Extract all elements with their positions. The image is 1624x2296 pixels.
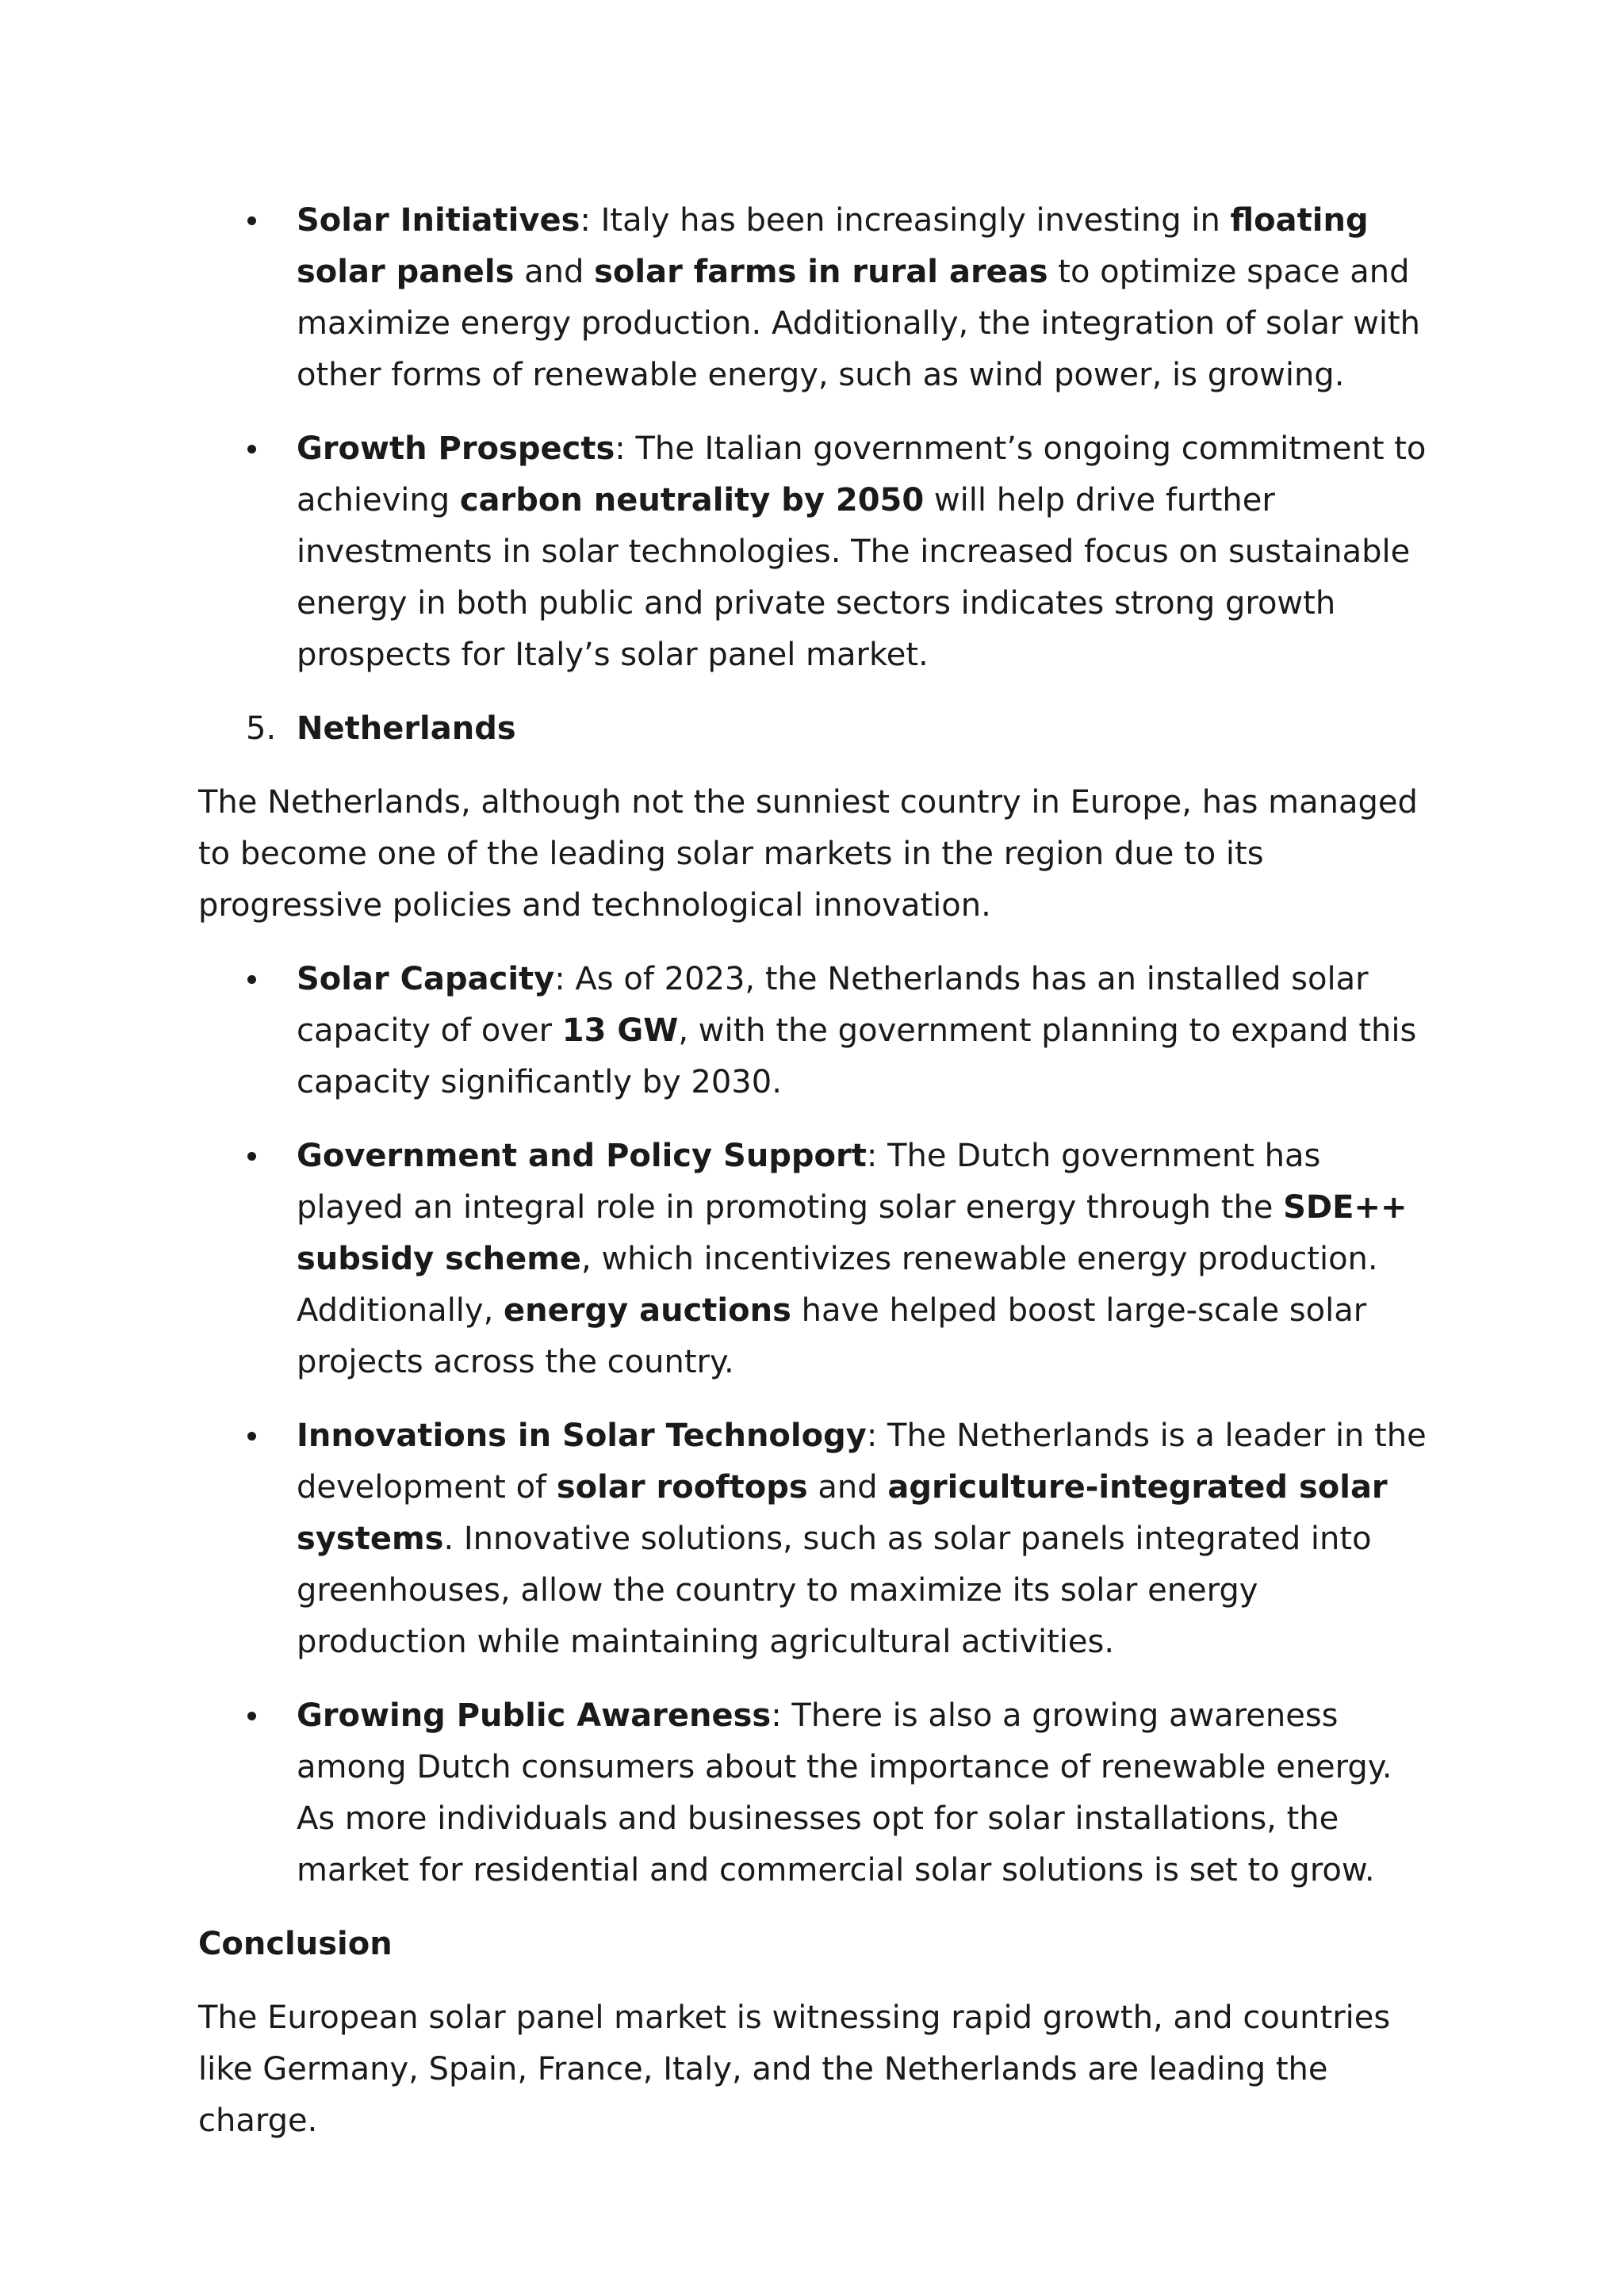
bullet-text: have helped boost large-scale solar projects across the country.	[297, 1292, 1367, 1380]
list-item	[198, 954, 1435, 1108]
bullet-term: Government and Policy Support	[297, 1138, 867, 1174]
bullet-emphasis: solar rooftops	[556, 1469, 808, 1506]
italy-bullet-list	[198, 195, 1435, 681]
bullet-term: Growth Prospects	[297, 430, 615, 467]
conclusion-heading	[198, 1919, 1435, 1970]
bullet-emphasis: carbon neutrality by 2050	[459, 482, 925, 519]
bullet-icon	[247, 975, 256, 984]
bullet-emphasis: agriculture-integrated solar systems	[297, 1469, 1388, 1557]
bullet-icon	[247, 1712, 256, 1720]
bullet-icon	[247, 1152, 256, 1161]
bullet-emphasis: SDE++ subsidy scheme	[297, 1189, 1408, 1277]
bullet-text: : The Italian government’s ongoing commitment to achieving	[297, 430, 1427, 519]
section-number: 5.	[246, 710, 277, 747]
bullet-term: Growing Public Awareness	[297, 1697, 772, 1734]
list-item	[198, 195, 1435, 401]
bullet-text: to optimize space and maximize energy production. Additionally, the integration of solar with other forms of renewable energy, such as wind power, is growing.	[297, 254, 1421, 393]
bullet-text: . Innovative solutions, such as solar panels integrated into greenhouses, allow the country to maximize its solar energy production while maintaining agricultural activities.	[297, 1521, 1372, 1660]
bullet-term: Solar Capacity	[297, 961, 555, 997]
bullet-icon	[247, 445, 256, 453]
conclusion-title: Conclusion	[198, 1926, 393, 1962]
bullet-emphasis: 13 GW	[561, 1012, 679, 1049]
list-item	[198, 423, 1435, 681]
bullet-text: , with the government planning to expand this capacity significantly by 2030.	[297, 1012, 1417, 1100]
bullet-emphasis: floating solar panels	[297, 202, 1369, 290]
list-item	[198, 1410, 1435, 1668]
netherlands-bullet-list	[198, 954, 1435, 1896]
bullet-icon	[247, 1432, 256, 1441]
bullet-text: : The Dutch government has played an integral role in promoting solar energy through the	[297, 1138, 1321, 1226]
bullet-icon	[247, 216, 256, 225]
bullet-text: : Italy has been increasingly investing in	[580, 202, 1231, 239]
bullet-text: : As of 2023, the Netherlands has an installed solar capacity of over	[297, 961, 1369, 1049]
bullet-text: and	[807, 1469, 888, 1506]
netherlands-intro-paragraph: The Netherlands, although not the sunniest country in Europe, has managed to become one of the leading solar markets in the region due to its progressive policies and technological innovation.	[198, 784, 1418, 924]
list-item	[198, 1131, 1435, 1388]
bullet-term: Innovations in Solar Technology	[297, 1418, 867, 1454]
list-item	[198, 1690, 1435, 1896]
bullet-text: , which incentivizes renewable energy production. Additionally,	[297, 1241, 1378, 1329]
bullet-text: : There is also a growing awareness among Dutch consumers about the importance of renewable energy. As more individuals and businesses opt for solar installations, the market for residential and commercial solar solutions is set to grow.	[297, 1697, 1392, 1888]
bullet-emphasis: energy auctions	[504, 1292, 791, 1329]
bullet-text: will help drive further investments in solar technologies. The increased focus on sustainable energy in both public and private sectors indicates strong growth prospects for Italy’s solar panel market.	[297, 482, 1411, 673]
bullet-emphasis: solar farms in rural areas	[594, 254, 1048, 290]
section-title: Netherlands	[297, 710, 516, 747]
document-body	[198, 195, 1435, 2169]
conclusion-paragraph: The European solar panel market is witnessing rapid growth, and countries like Germany, Spain, France, Italy, and the Netherlands are leading the charge.	[198, 1999, 1391, 2139]
section-heading-netherlands	[198, 703, 1435, 755]
bullet-text: and	[514, 254, 595, 290]
bullet-term: Solar Initiatives	[297, 202, 580, 239]
bullet-text: : The Netherlands is a leader in the development of	[297, 1418, 1427, 1506]
